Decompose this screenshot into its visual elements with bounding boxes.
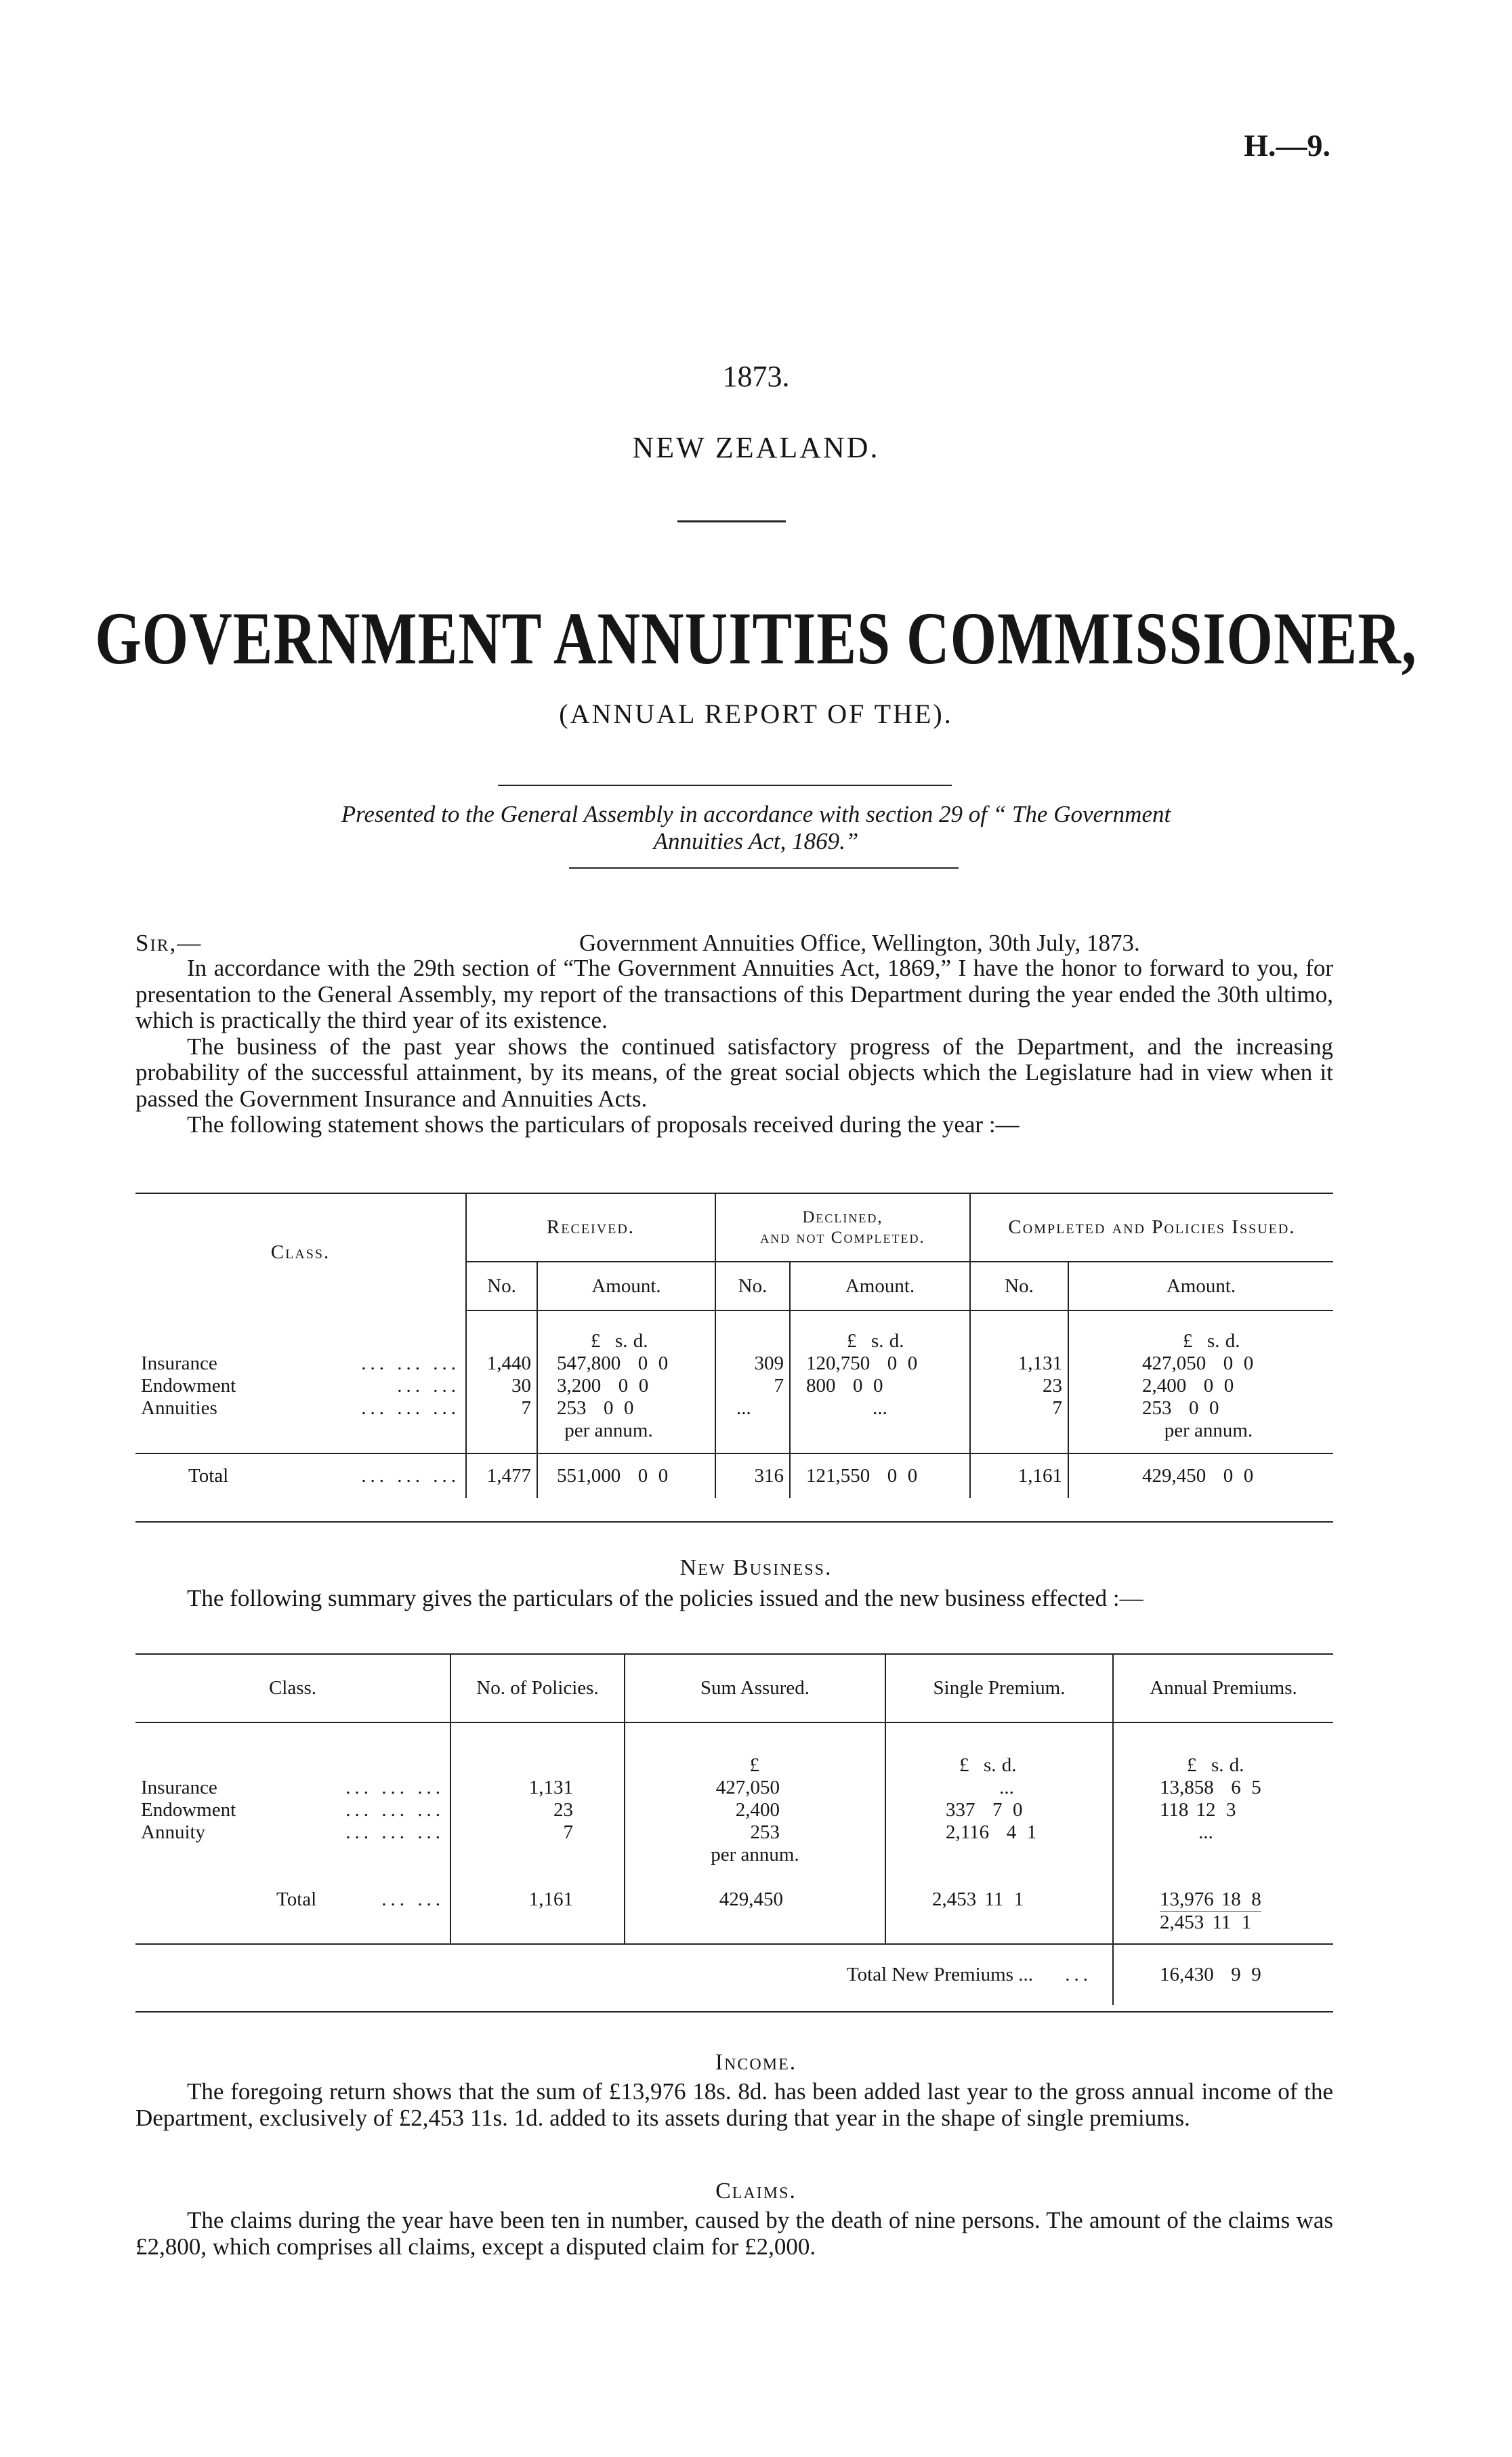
leader-dots: ... ... bbox=[381, 1888, 444, 1910]
declined-no-header: No. bbox=[715, 1262, 790, 1310]
proposals-declined-header bbox=[715, 1194, 970, 1262]
declined-amount: 800 0 0 bbox=[806, 1375, 883, 1397]
leader-dots: ... ... ... bbox=[345, 1777, 444, 1798]
total-received-no: 1,477 bbox=[466, 1453, 537, 1498]
presented-rule-bottom bbox=[569, 867, 959, 869]
claims-heading: Claims. bbox=[715, 2179, 797, 2204]
nb-class-header: Class. bbox=[268, 1677, 317, 1699]
nb-total-policies: 1,161 bbox=[450, 1876, 625, 1944]
completed-amount: 253 0 0 bbox=[1142, 1397, 1219, 1419]
income-text: The foregoing return shows that the sum of £13,976 18s. 8d. has been added last year to the gross annual income of the Department, exclusively of £2,453 11s. 1d. added to its assets during that year in the shape of single premiums. bbox=[135, 2078, 1333, 2131]
nb-annual-premium: 13,858 6 5 bbox=[1160, 1777, 1261, 1798]
received-no: 1,440 bbox=[466, 1353, 537, 1375]
total-declined-no: 316 bbox=[715, 1453, 790, 1498]
proposals-row-annuities bbox=[135, 1397, 1333, 1420]
declined-no: ... bbox=[715, 1397, 790, 1420]
nb-annual-units: £ s. d. bbox=[1187, 1754, 1244, 1776]
income-heading: Income. bbox=[715, 2050, 797, 2075]
proposals-table bbox=[135, 1194, 1333, 1498]
nb-per-annum: per annum. bbox=[625, 1844, 885, 1876]
leader-dots: ... ... ... bbox=[361, 1353, 460, 1374]
new-business-heading: New Business. bbox=[679, 1555, 833, 1580]
received-no: 30 bbox=[466, 1375, 537, 1397]
nb-single-premium-header: Single Premium. bbox=[885, 1655, 1113, 1722]
completed-amount: 2,400 0 0 bbox=[1142, 1375, 1234, 1397]
nb-single-premium: 337 7 0 bbox=[946, 1799, 1023, 1821]
new-premiums-total: 16,430 9 9 bbox=[1160, 1964, 1261, 1985]
title-rule bbox=[677, 520, 786, 522]
nb-sum-assured: 427,050 bbox=[625, 1777, 885, 1799]
nb-single-units: £ s. d. bbox=[959, 1754, 1017, 1776]
total-completed-amount: 429,450 0 0 bbox=[1142, 1465, 1254, 1487]
main-title: GOVERNMENT ANNUITIES COMMISSIONER, bbox=[95, 598, 1417, 680]
proposals-table-bottom-rule bbox=[135, 1521, 1333, 1523]
presented-rule-top bbox=[498, 785, 952, 786]
proposals-total-row bbox=[135, 1453, 1333, 1498]
leader-dots: ... ... ... bbox=[345, 1799, 444, 1821]
nb-policies: 7 bbox=[450, 1821, 625, 1844]
received-amount: 547,800 0 0 bbox=[557, 1353, 669, 1374]
new-business-table bbox=[135, 1655, 1333, 2005]
report-year: 1873. bbox=[722, 360, 790, 393]
declined-no: 309 bbox=[715, 1353, 790, 1375]
declined-amount: 120,750 0 0 bbox=[806, 1353, 918, 1374]
row-label: Insurance bbox=[141, 1353, 217, 1374]
nb-row-annuity bbox=[135, 1821, 1333, 1844]
proposals-row-insurance bbox=[135, 1353, 1333, 1375]
declined-amount-header: Amount. bbox=[790, 1262, 970, 1310]
nb-annual-premium: 118 12 3 bbox=[1160, 1799, 1236, 1821]
proposals-class-header: Class. bbox=[270, 1241, 331, 1263]
nb-total-row bbox=[135, 1876, 1333, 1944]
nb-policies: 23 bbox=[450, 1799, 625, 1821]
declined-no: 7 bbox=[715, 1375, 790, 1397]
total-declined-amount: 121,550 0 0 bbox=[806, 1465, 918, 1487]
nb-new-premiums-row bbox=[135, 1944, 1333, 2005]
leader-dots: ... ... ... bbox=[345, 1821, 444, 1843]
subtitle: (ANNUAL REPORT OF THE). bbox=[559, 699, 953, 729]
nb-total-single-premium: 2,453 11 1 bbox=[932, 1888, 1024, 1910]
country-name: NEW ZEALAND. bbox=[632, 431, 880, 464]
received-amount-header: Amount. bbox=[537, 1262, 715, 1310]
proposals-row-endowment bbox=[135, 1375, 1333, 1397]
total-label: Total bbox=[188, 1465, 229, 1487]
leader-dots: ... bbox=[1065, 1964, 1092, 1985]
completed-per-annum: per annum. bbox=[1068, 1420, 1333, 1453]
row-label: Insurance bbox=[141, 1777, 217, 1798]
proposals-received-header: Received. bbox=[466, 1194, 715, 1262]
leader-dots: ... ... bbox=[397, 1375, 460, 1397]
nb-annual-premium: ... bbox=[1113, 1821, 1333, 1844]
claims-block bbox=[135, 2208, 1333, 2260]
received-no: 7 bbox=[466, 1397, 537, 1420]
leader-dots: ... ... ... bbox=[361, 1397, 460, 1419]
income-block bbox=[135, 2079, 1333, 2131]
completed-amount-header: Amount. bbox=[1068, 1262, 1333, 1310]
new-business-table-bottom-rule bbox=[135, 2011, 1333, 2012]
declined-units: £ s. d. bbox=[847, 1330, 904, 1352]
declined-header-line-1: Declined, bbox=[802, 1207, 883, 1226]
row-label: Annuities bbox=[141, 1397, 217, 1419]
received-amount: 253 0 0 bbox=[557, 1397, 634, 1419]
nb-sum-assured-header: Sum Assured. bbox=[625, 1655, 885, 1722]
nb-annual-premiums-header: Annual Premiums. bbox=[1113, 1655, 1333, 1722]
received-no-header: No. bbox=[466, 1262, 537, 1310]
letter-paragraph-3: The following statement shows the particulars of proposals received during the year :— bbox=[187, 1111, 1020, 1138]
nb-sum-unit: £ bbox=[625, 1722, 885, 1777]
nb-total-annual-premium: 13,976 18 8 bbox=[1160, 1888, 1261, 1910]
presented-line-2: Annuities Act, 1869.” bbox=[653, 828, 859, 854]
leader-dots: ... ... ... bbox=[361, 1465, 460, 1487]
nb-row-endowment bbox=[135, 1799, 1333, 1821]
completed-no-header: No. bbox=[970, 1262, 1068, 1310]
proposals-completed-header: Completed and Policies Issued. bbox=[970, 1194, 1333, 1262]
new-business-intro: The following summary gives the particulars of the policies issued and the new business effected :— bbox=[187, 1585, 1143, 1611]
nb-row-insurance bbox=[135, 1777, 1333, 1799]
nb-single-premium: ... bbox=[885, 1777, 1113, 1799]
letter-paragraph-2: The business of the past year shows the continued satisfactory progress of the Department, and the increasing probability of the successful attainment, by its means, of the great social objects which the Legislature had in view when it passed the Government Insurance and Annuities Acts. bbox=[135, 1033, 1333, 1112]
nb-policies-header: No. of Policies. bbox=[450, 1655, 625, 1722]
nb-sum-assured: 2,400 bbox=[625, 1799, 885, 1821]
nb-total-single-carried: 2,453 11 1 bbox=[1160, 1912, 1252, 1933]
completed-no: 23 bbox=[970, 1375, 1068, 1397]
received-amount: 3,200 0 0 bbox=[557, 1375, 649, 1397]
letter-body bbox=[135, 955, 1333, 1138]
nb-single-premium: 2,116 4 1 bbox=[946, 1821, 1037, 1843]
received-units: £ s. d. bbox=[591, 1330, 648, 1352]
letter-address: Government Annuities Office, Wellington, 30th July, 1873. bbox=[579, 930, 1140, 956]
claims-text: The claims during the year have been ten in number, caused by the death of nine persons. The amount of the claims was £2,800, which comprises all claims, except a disputed claim for £2,000. bbox=[135, 2207, 1333, 2260]
nb-total-sum-assured: 429,450 bbox=[625, 1876, 885, 1944]
new-premiums-label: Total New Premiums ... bbox=[846, 1964, 1033, 1985]
new-business-intro-block bbox=[135, 1586, 1333, 1612]
received-per-annum: per annum. bbox=[537, 1420, 715, 1453]
total-completed-no: 1,161 bbox=[970, 1453, 1068, 1498]
total-received-amount: 551,000 0 0 bbox=[557, 1465, 669, 1487]
letter-paragraph-1: In accordance with the 29th section of “The Government Annuities Act, 1869,” I have the honor to forward to you, for presentation to the General Assembly, my report of the transactions of this Department during the year ended the 30th ultimo, which is practically the third year of its existence. bbox=[135, 955, 1333, 1033]
completed-no: 1,131 bbox=[970, 1353, 1068, 1375]
nb-sum-assured: 253 bbox=[625, 1821, 885, 1844]
document-reference: H.—9. bbox=[1244, 128, 1330, 163]
row-label: Endowment bbox=[141, 1375, 236, 1397]
completed-no: 7 bbox=[970, 1397, 1068, 1420]
declined-amount: ... bbox=[790, 1397, 970, 1420]
total-label: Total bbox=[276, 1888, 317, 1910]
row-label: Annuity bbox=[141, 1821, 206, 1843]
completed-amount: 427,050 0 0 bbox=[1142, 1353, 1254, 1374]
presented-line-1: Presented to the General Assembly in accordance with section 29 of “ The Government bbox=[341, 801, 1171, 827]
row-label: Endowment bbox=[141, 1799, 236, 1821]
salutation: Sir,— bbox=[135, 930, 203, 956]
completed-units: £ s. d. bbox=[1183, 1330, 1240, 1352]
nb-policies: 1,131 bbox=[450, 1777, 625, 1799]
declined-header-line-2: and not Completed. bbox=[760, 1228, 925, 1247]
